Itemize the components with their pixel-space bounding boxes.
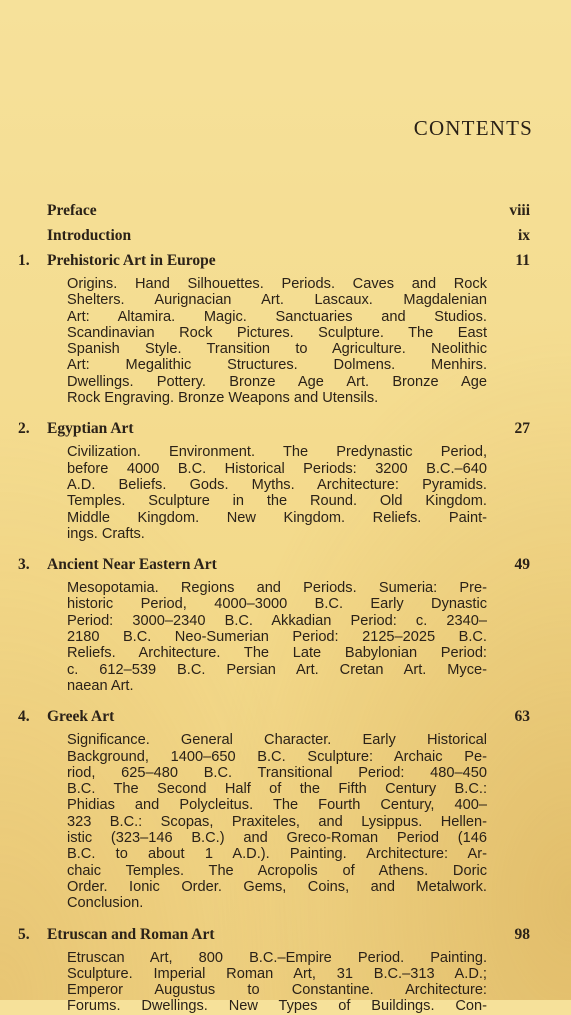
description-line: Temples. Sculpture in the Round. Old Kingdom. (67, 493, 487, 510)
description-line: Rock Engraving. Bronze Weapons and Utensils. (67, 390, 379, 407)
entry-title: Introduction (47, 227, 132, 244)
chapter-4-description (67, 732, 487, 911)
toc-entry-chapter-3 (18, 555, 530, 580)
toc-entry-chapter-1 (18, 251, 530, 276)
description-line: Dwellings. Pottery. Bronze Age Art. Bronze Age (67, 373, 487, 390)
entry-number: 4. (18, 708, 30, 726)
description-line: Art: Megalithic Structures. Dolmens. Menhirs. (67, 357, 487, 374)
entry-page: 63 (514, 708, 530, 726)
description-line: A.D. Beliefs. Gods. Myths. Architecture: Pyramids. (67, 476, 487, 493)
entry-number: 3. (18, 556, 30, 574)
entry-title: Preface (47, 202, 97, 219)
description-line: Forums. Dwellings. New Types of Buildings. Con- (67, 998, 487, 1015)
description-line: B.C. The Second Half of the Fifth Century B.C.: (67, 781, 487, 798)
entry-number: 5. (18, 925, 30, 943)
entry-page: ix (517, 227, 530, 244)
toc-entry-preface (18, 201, 530, 226)
description-line: Order. Ionic Order. Gems, Coins, and Metalwork. (67, 878, 487, 895)
chapter-3-description (67, 580, 487, 694)
entry-title: Ancient Near Eastern Art (47, 556, 217, 574)
toc-entry-chapter-2 (18, 419, 530, 444)
entry-title: Greek Art (47, 708, 115, 726)
toc-entry-chapter-5 (18, 925, 530, 950)
description-line: Conclusion. (67, 895, 144, 912)
description-line: Significance. General Character. Early Historical (67, 732, 487, 749)
description-line: Middle Kingdom. New Kingdom. Reliefs. Paint- (67, 509, 487, 526)
description-line: Scandinavian Rock Pictures. Sculpture. The East (67, 324, 487, 341)
description-line: Civilization. Environment. The Predynastic Period, (67, 444, 487, 461)
description-line: before 4000 B.C. Historical Periods: 3200 B.C.–640 (67, 460, 487, 477)
description-line: historic Period, 4000–3000 B.C. Early Dynastic (67, 596, 487, 613)
description-line: chaic Temples. The Acropolis of Athens. Doric (67, 862, 487, 879)
description-line: istic (323–146 B.C.) and Greco-Roman Period (146 (67, 830, 487, 847)
chapter-1-description (67, 276, 487, 406)
description-line: Emperor Augustus to Constantine. Architecture: (67, 982, 487, 999)
entry-page: 98 (514, 925, 530, 943)
chapter-2-description (67, 444, 487, 542)
entry-title: Etruscan and Roman Art (47, 925, 215, 943)
description-line: naean Art. (67, 677, 134, 694)
description-line: Background, 1400–650 B.C. Sculpture: Archaic Pe- (67, 748, 487, 765)
description-line: Origins. Hand Silhouettes. Periods. Caves and Rock (67, 276, 487, 292)
entry-title: Prehistoric Art in Europe (47, 252, 216, 269)
description-line: Period: 3000–2340 B.C. Akkadian Period: c. 2340– (67, 612, 487, 629)
entry-page: viii (509, 202, 530, 219)
description-line: c. 612–539 B.C. Persian Art. Cretan Art. Myce- (67, 661, 487, 678)
description-line: ings. Crafts. (67, 525, 145, 542)
description-line: Sculpture. Imperial Roman Art, 31 B.C.–313 A.D.; (67, 965, 487, 982)
entry-title: Egyptian Art (47, 420, 134, 438)
table-of-contents (18, 201, 530, 1015)
description-line: riod, 625–480 B.C. Transitional Period: 480–450 (67, 764, 487, 781)
entry-page: 27 (514, 420, 530, 438)
entry-page: 11 (515, 252, 530, 269)
entry-number: 1. (18, 252, 30, 269)
description-line: Etruscan Art, 800 B.C.–Empire Period. Painting. (67, 949, 487, 966)
description-line: Shelters. Aurignacian Art. Lascaux. Magdalenian (67, 292, 487, 309)
description-line: Spanish Style. Transition to Agriculture. Neolithic (67, 341, 487, 358)
description-line: Reliefs. Architecture. The Late Babylonian Period: (67, 645, 487, 662)
description-line: 323 B.C.: Scopas, Praxiteles, and Lysippus. Hellen- (67, 813, 487, 830)
toc-entry-chapter-4 (18, 707, 530, 732)
description-line: Art: Altamira. Magic. Sanctuaries and Studios. (67, 308, 487, 325)
description-line: B.C. to about 1 A.D.). Painting. Architecture: Ar- (67, 846, 487, 863)
description-line: 2180 B.C. Neo-Sumerian Period: 2125–2025 B.C. (67, 629, 487, 646)
toc-entry-introduction (18, 226, 530, 251)
description-line: Mesopotamia. Regions and Periods. Sumeria: Pre- (67, 580, 487, 597)
entry-number: 2. (18, 420, 30, 438)
description-line: Phidias and Polycleitus. The Fourth Century, 400– (67, 797, 487, 814)
chapter-5-description (67, 950, 487, 1015)
contents-heading: CONTENTS (413, 116, 533, 140)
entry-page: 49 (514, 556, 530, 574)
